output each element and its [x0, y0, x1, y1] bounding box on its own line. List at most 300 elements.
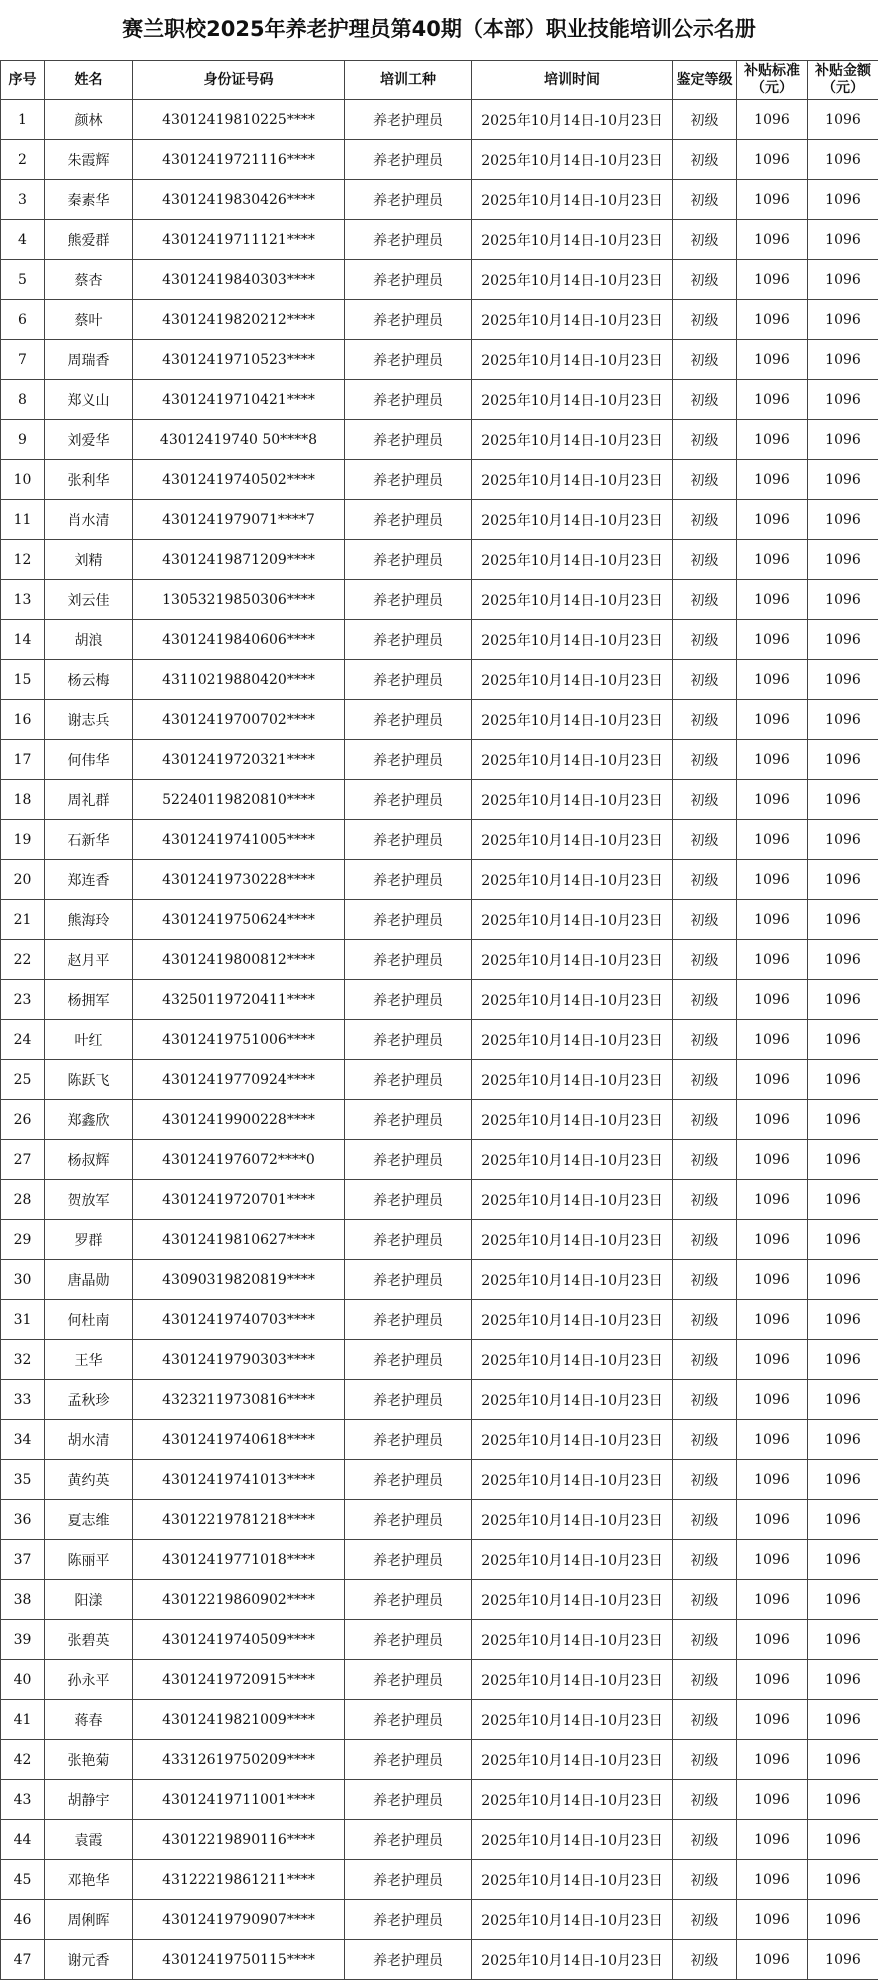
cell-training-period: 2025年10月14日-10月23日 [472, 1460, 673, 1500]
cell-id-number: 4301241979071****7 [133, 500, 345, 540]
cell-subsidy-amount: 1096 [808, 860, 878, 900]
cell-trade: 养老护理员 [345, 1940, 472, 1980]
cell-index: 46 [1, 1900, 45, 1940]
header-level: 鉴定等级 [673, 61, 737, 100]
cell-id-number: 43122219861211**** [133, 1860, 345, 1900]
header-subsidy-amount: 补贴金额（元） [808, 61, 878, 100]
table-row [1, 580, 878, 620]
cell-trade: 养老护理员 [345, 820, 472, 860]
cell-subsidy-standard: 1096 [737, 660, 808, 700]
cell-id-number: 43012419840303**** [133, 260, 345, 300]
cell-subsidy-amount: 1096 [808, 140, 878, 180]
cell-id-number: 43012419740502**** [133, 460, 345, 500]
cell-trade: 养老护理员 [345, 620, 472, 660]
cell-id-number: 43012419790907**** [133, 1900, 345, 1940]
cell-trade: 养老护理员 [345, 580, 472, 620]
cell-id-number: 43012419790303**** [133, 1340, 345, 1380]
cell-name: 阳漾 [45, 1580, 133, 1620]
cell-trade: 养老护理员 [345, 740, 472, 780]
cell-id-number: 43012419751006**** [133, 1020, 345, 1060]
cell-trade: 养老护理员 [345, 1540, 472, 1580]
cell-name: 杨拥军 [45, 980, 133, 1020]
cell-id-number: 43012419750624**** [133, 900, 345, 940]
table-row [1, 1740, 878, 1780]
cell-index: 24 [1, 1020, 45, 1060]
cell-trade: 养老护理员 [345, 1740, 472, 1780]
table-row [1, 660, 878, 700]
cell-subsidy-standard: 1096 [737, 1940, 808, 1980]
cell-name: 胡浪 [45, 620, 133, 660]
cell-level: 初级 [673, 1820, 737, 1860]
cell-trade: 养老护理员 [345, 180, 472, 220]
cell-level: 初级 [673, 1300, 737, 1340]
cell-id-number: 43012419900228**** [133, 1100, 345, 1140]
cell-training-period: 2025年10月14日-10月23日 [472, 580, 673, 620]
cell-level: 初级 [673, 700, 737, 740]
cell-index: 18 [1, 780, 45, 820]
cell-level: 初级 [673, 1140, 737, 1180]
cell-trade: 养老护理员 [345, 220, 472, 260]
cell-subsidy-amount: 1096 [808, 260, 878, 300]
cell-index: 5 [1, 260, 45, 300]
cell-subsidy-standard: 1096 [737, 460, 808, 500]
cell-id-number: 43012419740618**** [133, 1420, 345, 1460]
cell-index: 38 [1, 1580, 45, 1620]
cell-index: 23 [1, 980, 45, 1020]
cell-trade: 养老护理员 [345, 540, 472, 580]
cell-id-number: 43012419720321**** [133, 740, 345, 780]
cell-index: 22 [1, 940, 45, 980]
cell-level: 初级 [673, 1780, 737, 1820]
cell-id-number: 43012219860902**** [133, 1580, 345, 1620]
cell-id-number: 43232119730816**** [133, 1380, 345, 1420]
cell-training-period: 2025年10月14日-10月23日 [472, 1780, 673, 1820]
cell-subsidy-amount: 1096 [808, 1220, 878, 1260]
cell-name: 叶红 [45, 1020, 133, 1060]
cell-index: 28 [1, 1180, 45, 1220]
table-row [1, 700, 878, 740]
cell-id-number: 43012419710523**** [133, 340, 345, 380]
cell-subsidy-amount: 1096 [808, 1260, 878, 1300]
cell-subsidy-standard: 1096 [737, 1100, 808, 1140]
cell-subsidy-amount: 1096 [808, 1900, 878, 1940]
cell-subsidy-amount: 1096 [808, 100, 878, 140]
cell-training-period: 2025年10月14日-10月23日 [472, 1500, 673, 1540]
table-row [1, 620, 878, 660]
cell-level: 初级 [673, 620, 737, 660]
cell-index: 10 [1, 460, 45, 500]
cell-trade: 养老护理员 [345, 1380, 472, 1420]
cell-trade: 养老护理员 [345, 1340, 472, 1380]
cell-index: 13 [1, 580, 45, 620]
header-index: 序号 [1, 61, 45, 100]
cell-level: 初级 [673, 780, 737, 820]
cell-trade: 养老护理员 [345, 980, 472, 1020]
cell-id-number: 43012219890116**** [133, 1820, 345, 1860]
cell-id-number: 13053219850306**** [133, 580, 345, 620]
cell-index: 29 [1, 1220, 45, 1260]
cell-index: 47 [1, 1940, 45, 1980]
cell-index: 3 [1, 180, 45, 220]
header-id-number: 身份证号码 [133, 61, 345, 100]
cell-subsidy-amount: 1096 [808, 300, 878, 340]
cell-training-period: 2025年10月14日-10月23日 [472, 260, 673, 300]
cell-id-number: 43012419740509**** [133, 1620, 345, 1660]
cell-level: 初级 [673, 1620, 737, 1660]
cell-training-period: 2025年10月14日-10月23日 [472, 620, 673, 660]
table-row [1, 1060, 878, 1100]
cell-subsidy-amount: 1096 [808, 980, 878, 1020]
cell-name: 肖水清 [45, 500, 133, 540]
cell-name: 谢志兵 [45, 700, 133, 740]
cell-trade: 养老护理员 [345, 420, 472, 460]
cell-subsidy-standard: 1096 [737, 940, 808, 980]
cell-index: 15 [1, 660, 45, 700]
table-row [1, 1340, 878, 1380]
cell-name: 陈丽平 [45, 1540, 133, 1580]
table-row [1, 1380, 878, 1420]
cell-training-period: 2025年10月14日-10月23日 [472, 1260, 673, 1300]
cell-index: 6 [1, 300, 45, 340]
cell-subsidy-amount: 1096 [808, 1500, 878, 1540]
cell-subsidy-amount: 1096 [808, 1140, 878, 1180]
cell-index: 45 [1, 1860, 45, 1900]
cell-subsidy-amount: 1096 [808, 1420, 878, 1460]
cell-name: 熊海玲 [45, 900, 133, 940]
cell-name: 杨叔辉 [45, 1140, 133, 1180]
table-row [1, 1820, 878, 1860]
table-body [1, 100, 878, 1980]
cell-trade: 养老护理员 [345, 1180, 472, 1220]
cell-name: 谢元香 [45, 1940, 133, 1980]
cell-subsidy-standard: 1096 [737, 340, 808, 380]
cell-id-number: 43012419711001**** [133, 1780, 345, 1820]
cell-subsidy-amount: 1096 [808, 1380, 878, 1420]
cell-index: 41 [1, 1700, 45, 1740]
cell-trade: 养老护理员 [345, 660, 472, 700]
cell-name: 郑鑫欣 [45, 1100, 133, 1140]
cell-trade: 养老护理员 [345, 260, 472, 300]
header-name: 姓名 [45, 61, 133, 100]
cell-subsidy-amount: 1096 [808, 1180, 878, 1220]
cell-trade: 养老护理员 [345, 460, 472, 500]
cell-trade: 养老护理员 [345, 1820, 472, 1860]
cell-trade: 养老护理员 [345, 380, 472, 420]
cell-trade: 养老护理员 [345, 940, 472, 980]
cell-level: 初级 [673, 380, 737, 420]
cell-level: 初级 [673, 1660, 737, 1700]
cell-name: 孙永平 [45, 1660, 133, 1700]
cell-name: 孟秋珍 [45, 1380, 133, 1420]
cell-index: 9 [1, 420, 45, 460]
cell-index: 21 [1, 900, 45, 940]
table-row [1, 940, 878, 980]
cell-subsidy-amount: 1096 [808, 1540, 878, 1580]
cell-training-period: 2025年10月14日-10月23日 [472, 820, 673, 860]
cell-id-number: 43012419810225**** [133, 100, 345, 140]
cell-name: 夏志维 [45, 1500, 133, 1540]
cell-name: 熊爱群 [45, 220, 133, 260]
table-row [1, 460, 878, 500]
cell-id-number: 43012419830426**** [133, 180, 345, 220]
cell-index: 42 [1, 1740, 45, 1780]
cell-trade: 养老护理员 [345, 700, 472, 740]
cell-training-period: 2025年10月14日-10月23日 [472, 1580, 673, 1620]
cell-subsidy-standard: 1096 [737, 620, 808, 660]
table-row [1, 1140, 878, 1180]
cell-trade: 养老护理员 [345, 1460, 472, 1500]
cell-training-period: 2025年10月14日-10月23日 [472, 380, 673, 420]
cell-index: 39 [1, 1620, 45, 1660]
cell-level: 初级 [673, 1180, 737, 1220]
cell-name: 刘云佳 [45, 580, 133, 620]
cell-index: 40 [1, 1660, 45, 1700]
cell-index: 12 [1, 540, 45, 580]
table-row [1, 140, 878, 180]
cell-trade: 养老护理员 [345, 340, 472, 380]
cell-id-number: 43012419711121**** [133, 220, 345, 260]
cell-subsidy-amount: 1096 [808, 1100, 878, 1140]
cell-subsidy-standard: 1096 [737, 700, 808, 740]
cell-subsidy-amount: 1096 [808, 420, 878, 460]
table-row [1, 1860, 878, 1900]
cell-level: 初级 [673, 940, 737, 980]
cell-subsidy-amount: 1096 [808, 820, 878, 860]
table-row [1, 1700, 878, 1740]
cell-id-number: 43090319820819**** [133, 1260, 345, 1300]
cell-training-period: 2025年10月14日-10月23日 [472, 460, 673, 500]
cell-subsidy-standard: 1096 [737, 1700, 808, 1740]
cell-subsidy-amount: 1096 [808, 500, 878, 540]
cell-trade: 养老护理员 [345, 1660, 472, 1700]
cell-id-number: 43012419710421**** [133, 380, 345, 420]
cell-subsidy-standard: 1096 [737, 1140, 808, 1180]
cell-subsidy-standard: 1096 [737, 740, 808, 780]
cell-subsidy-standard: 1096 [737, 1380, 808, 1420]
cell-id-number: 43250119720411**** [133, 980, 345, 1020]
cell-id-number: 43012419771018**** [133, 1540, 345, 1580]
cell-index: 44 [1, 1820, 45, 1860]
table-row [1, 1100, 878, 1140]
cell-index: 43 [1, 1780, 45, 1820]
cell-training-period: 2025年10月14日-10月23日 [472, 1060, 673, 1100]
cell-subsidy-amount: 1096 [808, 1860, 878, 1900]
cell-level: 初级 [673, 100, 737, 140]
cell-level: 初级 [673, 740, 737, 780]
cell-name: 刘精 [45, 540, 133, 580]
cell-training-period: 2025年10月14日-10月23日 [472, 420, 673, 460]
cell-trade: 养老护理员 [345, 1780, 472, 1820]
cell-trade: 养老护理员 [345, 780, 472, 820]
cell-id-number: 43312619750209**** [133, 1740, 345, 1780]
cell-subsidy-standard: 1096 [737, 540, 808, 580]
header-training-period: 培训时间 [472, 61, 673, 100]
cell-subsidy-amount: 1096 [808, 340, 878, 380]
header-trade: 培训工种 [345, 61, 472, 100]
cell-name: 颜林 [45, 100, 133, 140]
cell-id-number: 43012419810627**** [133, 1220, 345, 1260]
cell-name: 郑连香 [45, 860, 133, 900]
cell-name: 胡静宇 [45, 1780, 133, 1820]
cell-id-number: 43012419740703**** [133, 1300, 345, 1340]
cell-id-number: 43012419821009**** [133, 1700, 345, 1740]
table-row [1, 820, 878, 860]
cell-subsidy-amount: 1096 [808, 1020, 878, 1060]
cell-subsidy-amount: 1096 [808, 660, 878, 700]
cell-subsidy-amount: 1096 [808, 740, 878, 780]
cell-id-number: 43012419741013**** [133, 1460, 345, 1500]
cell-level: 初级 [673, 1060, 737, 1100]
cell-trade: 养老护理员 [345, 140, 472, 180]
table-row [1, 220, 878, 260]
roster-table [0, 60, 878, 1980]
cell-index: 30 [1, 1260, 45, 1300]
cell-subsidy-standard: 1096 [737, 1420, 808, 1460]
cell-training-period: 2025年10月14日-10月23日 [472, 1700, 673, 1740]
cell-name: 秦素华 [45, 180, 133, 220]
table-header-row [1, 61, 878, 100]
cell-index: 11 [1, 500, 45, 540]
cell-level: 初级 [673, 340, 737, 380]
cell-name: 何杜南 [45, 1300, 133, 1340]
cell-name: 罗群 [45, 1220, 133, 1260]
cell-subsidy-standard: 1096 [737, 1820, 808, 1860]
table-row [1, 1180, 878, 1220]
cell-name: 蒋春 [45, 1700, 133, 1740]
cell-name: 郑义山 [45, 380, 133, 420]
cell-name: 唐晶勋 [45, 1260, 133, 1300]
cell-id-number: 43012419740 50****8 [133, 420, 345, 460]
cell-level: 初级 [673, 1100, 737, 1140]
cell-subsidy-standard: 1096 [737, 1580, 808, 1620]
cell-index: 2 [1, 140, 45, 180]
cell-name: 张碧英 [45, 1620, 133, 1660]
cell-training-period: 2025年10月14日-10月23日 [472, 1140, 673, 1180]
cell-name: 杨云梅 [45, 660, 133, 700]
cell-subsidy-standard: 1096 [737, 1260, 808, 1300]
table-row [1, 1020, 878, 1060]
cell-index: 32 [1, 1340, 45, 1380]
cell-level: 初级 [673, 1260, 737, 1300]
cell-name: 张利华 [45, 460, 133, 500]
cell-training-period: 2025年10月14日-10月23日 [472, 1740, 673, 1780]
cell-level: 初级 [673, 1340, 737, 1380]
cell-subsidy-amount: 1096 [808, 780, 878, 820]
cell-index: 34 [1, 1420, 45, 1460]
cell-trade: 养老护理员 [345, 1020, 472, 1060]
cell-training-period: 2025年10月14日-10月23日 [472, 1180, 673, 1220]
cell-subsidy-standard: 1096 [737, 1660, 808, 1700]
cell-training-period: 2025年10月14日-10月23日 [472, 180, 673, 220]
cell-subsidy-standard: 1096 [737, 1300, 808, 1340]
cell-training-period: 2025年10月14日-10月23日 [472, 860, 673, 900]
cell-level: 初级 [673, 1020, 737, 1060]
cell-trade: 养老护理员 [345, 1580, 472, 1620]
cell-subsidy-amount: 1096 [808, 1820, 878, 1860]
cell-training-period: 2025年10月14日-10月23日 [472, 1220, 673, 1260]
cell-subsidy-amount: 1096 [808, 1700, 878, 1740]
table-row [1, 1940, 878, 1980]
cell-index: 16 [1, 700, 45, 740]
cell-subsidy-standard: 1096 [737, 1460, 808, 1500]
cell-index: 4 [1, 220, 45, 260]
cell-id-number: 43012419750115**** [133, 1940, 345, 1980]
cell-training-period: 2025年10月14日-10月23日 [472, 1420, 673, 1460]
table-row [1, 540, 878, 580]
cell-name: 胡水清 [45, 1420, 133, 1460]
cell-level: 初级 [673, 1900, 737, 1940]
table-row [1, 740, 878, 780]
table-row [1, 100, 878, 140]
cell-trade: 养老护理员 [345, 1100, 472, 1140]
cell-subsidy-standard: 1096 [737, 580, 808, 620]
cell-training-period: 2025年10月14日-10月23日 [472, 1380, 673, 1420]
cell-subsidy-amount: 1096 [808, 580, 878, 620]
cell-name: 邓艳华 [45, 1860, 133, 1900]
cell-index: 35 [1, 1460, 45, 1500]
cell-id-number: 43012419800812**** [133, 940, 345, 980]
cell-name: 王华 [45, 1340, 133, 1380]
cell-index: 20 [1, 860, 45, 900]
cell-trade: 养老护理员 [345, 1500, 472, 1540]
cell-subsidy-amount: 1096 [808, 540, 878, 580]
cell-id-number: 43012419700702**** [133, 700, 345, 740]
table-row [1, 980, 878, 1020]
cell-id-number: 43012419840606**** [133, 620, 345, 660]
cell-subsidy-standard: 1096 [737, 420, 808, 460]
cell-trade: 养老护理员 [345, 1140, 472, 1180]
cell-subsidy-amount: 1096 [808, 1780, 878, 1820]
cell-name: 朱霞辉 [45, 140, 133, 180]
cell-level: 初级 [673, 660, 737, 700]
cell-subsidy-standard: 1096 [737, 1780, 808, 1820]
cell-level: 初级 [673, 1540, 737, 1580]
cell-level: 初级 [673, 500, 737, 540]
cell-level: 初级 [673, 900, 737, 940]
cell-level: 初级 [673, 1940, 737, 1980]
cell-index: 33 [1, 1380, 45, 1420]
cell-trade: 养老护理员 [345, 1620, 472, 1660]
cell-subsidy-amount: 1096 [808, 1580, 878, 1620]
cell-subsidy-amount: 1096 [808, 460, 878, 500]
cell-id-number: 43012419770924**** [133, 1060, 345, 1100]
cell-training-period: 2025年10月14日-10月23日 [472, 540, 673, 580]
cell-subsidy-amount: 1096 [808, 1460, 878, 1500]
cell-subsidy-amount: 1096 [808, 1740, 878, 1780]
cell-training-period: 2025年10月14日-10月23日 [472, 100, 673, 140]
cell-training-period: 2025年10月14日-10月23日 [472, 1660, 673, 1700]
cell-trade: 养老护理员 [345, 900, 472, 940]
cell-training-period: 2025年10月14日-10月23日 [472, 300, 673, 340]
cell-training-period: 2025年10月14日-10月23日 [472, 220, 673, 260]
cell-level: 初级 [673, 540, 737, 580]
cell-training-period: 2025年10月14日-10月23日 [472, 1020, 673, 1060]
cell-subsidy-standard: 1096 [737, 300, 808, 340]
cell-level: 初级 [673, 580, 737, 620]
cell-level: 初级 [673, 820, 737, 860]
cell-subsidy-standard: 1096 [737, 260, 808, 300]
cell-subsidy-standard: 1096 [737, 100, 808, 140]
table-row [1, 340, 878, 380]
cell-trade: 养老护理员 [345, 1900, 472, 1940]
cell-index: 1 [1, 100, 45, 140]
table-row [1, 1580, 878, 1620]
table-row [1, 300, 878, 340]
table-row [1, 1540, 878, 1580]
cell-index: 17 [1, 740, 45, 780]
cell-trade: 养老护理员 [345, 300, 472, 340]
cell-name: 蔡叶 [45, 300, 133, 340]
